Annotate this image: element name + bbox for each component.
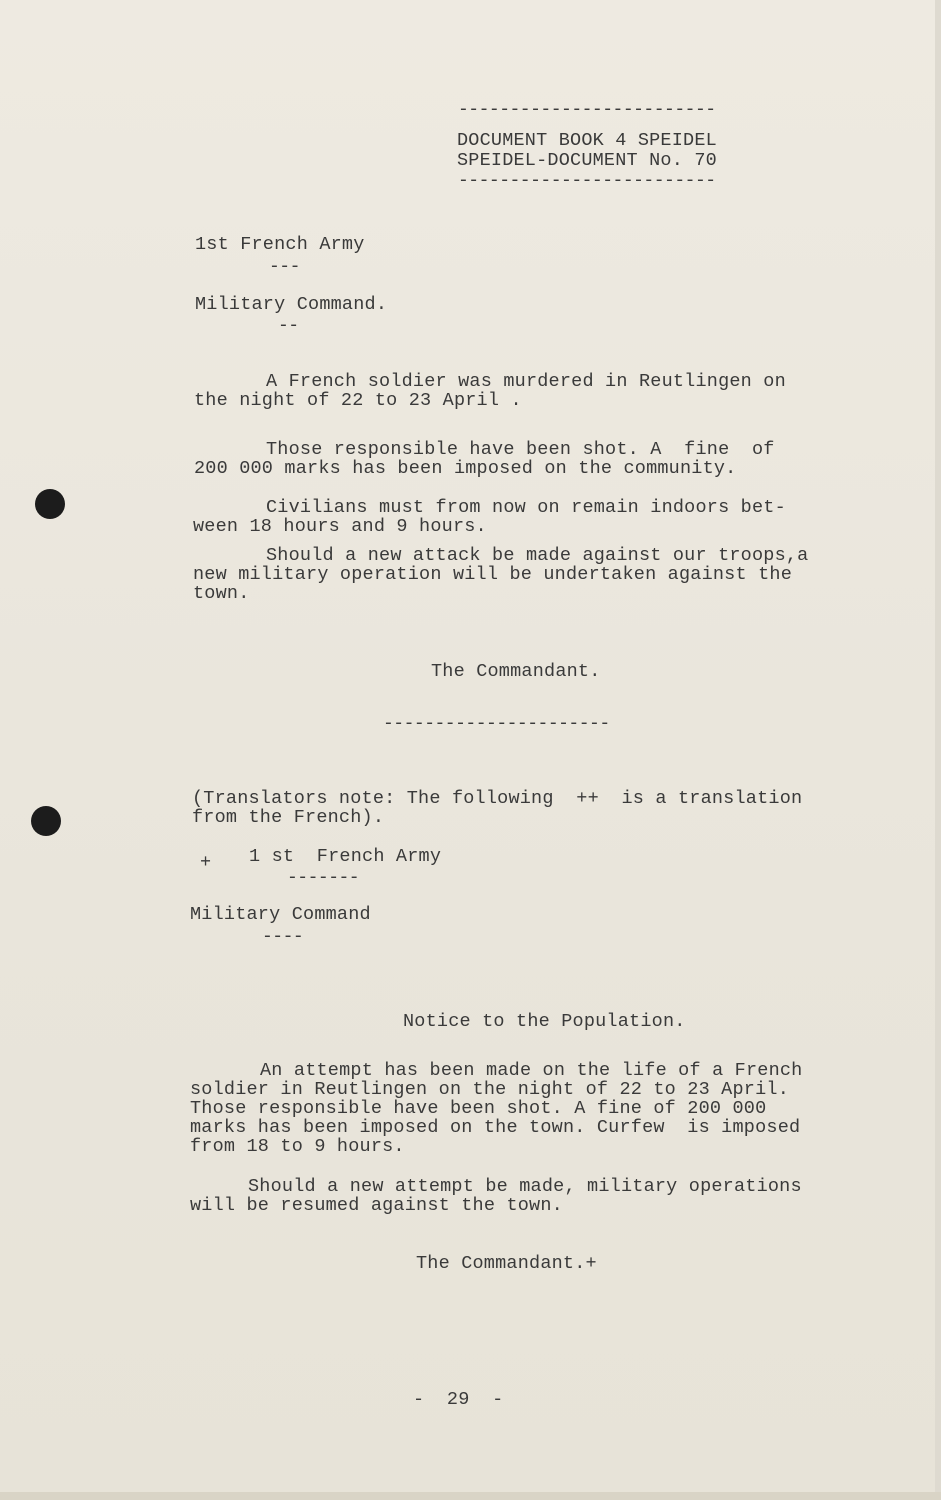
- army-heading: 1st French Army: [195, 234, 365, 255]
- translation-army-heading: 1 st French Army: [249, 846, 442, 867]
- translation-command-underline: ----: [262, 927, 304, 947]
- paragraph-warning: Should a new attack be made against our troops,a new military operation will be undertaken against the town.: [193, 545, 809, 604]
- army-underline: ---: [269, 257, 300, 277]
- header-rule-bottom: -------------------------: [458, 171, 716, 191]
- punch-hole-upper: [35, 489, 65, 519]
- translation-paragraph-warning: Should a new attempt be made, military operations will be resumed against the town.: [190, 1176, 802, 1216]
- paragraph-fine: Those responsible have been shot. A fine of 200 000 marks has been imposed on the community.: [194, 439, 775, 479]
- page-number: - 29 -: [413, 1389, 504, 1410]
- translation-command-heading: Military Command: [190, 904, 371, 925]
- header-document-book: DOCUMENT BOOK 4 SPEIDEL: [457, 130, 717, 151]
- plus-mark: +: [200, 852, 212, 873]
- translators-note: (Translators note: The following ++ is a translation from the French).: [192, 788, 803, 828]
- punch-hole-lower: [31, 806, 61, 836]
- header-document-number: SPEIDEL-DOCUMENT No. 70: [457, 150, 717, 171]
- paragraph-murder: A French soldier was murdered in Reutlingen on the night of 22 to 23 April .: [194, 371, 786, 411]
- command-underline: --: [278, 316, 299, 336]
- command-heading: Military Command.: [195, 294, 388, 315]
- section-divider: ----------------------: [383, 714, 610, 734]
- header-rule-top: -------------------------: [458, 100, 716, 120]
- page-edge-bottom: [0, 1492, 941, 1500]
- paragraph-curfew: Civilians must from now on remain indoors bet- ween 18 hours and 9 hours.: [193, 497, 786, 537]
- translation-army-underline: -------: [287, 868, 360, 888]
- translation-paragraph-main: An attempt has been made on the life of a French soldier in Reutlingen on the night of 22 to 23 April. Those responsible have been shot. A fine of 200 000 marks has been imposed on the town. Curfew is imposed from 18 to 9 hours.: [190, 1060, 803, 1157]
- translation-signature: The Commandant.+: [416, 1253, 597, 1274]
- notice-title: Notice to the Population.: [403, 1011, 686, 1032]
- signature-commandant: The Commandant.: [431, 661, 601, 682]
- page-edge-right: [935, 0, 941, 1500]
